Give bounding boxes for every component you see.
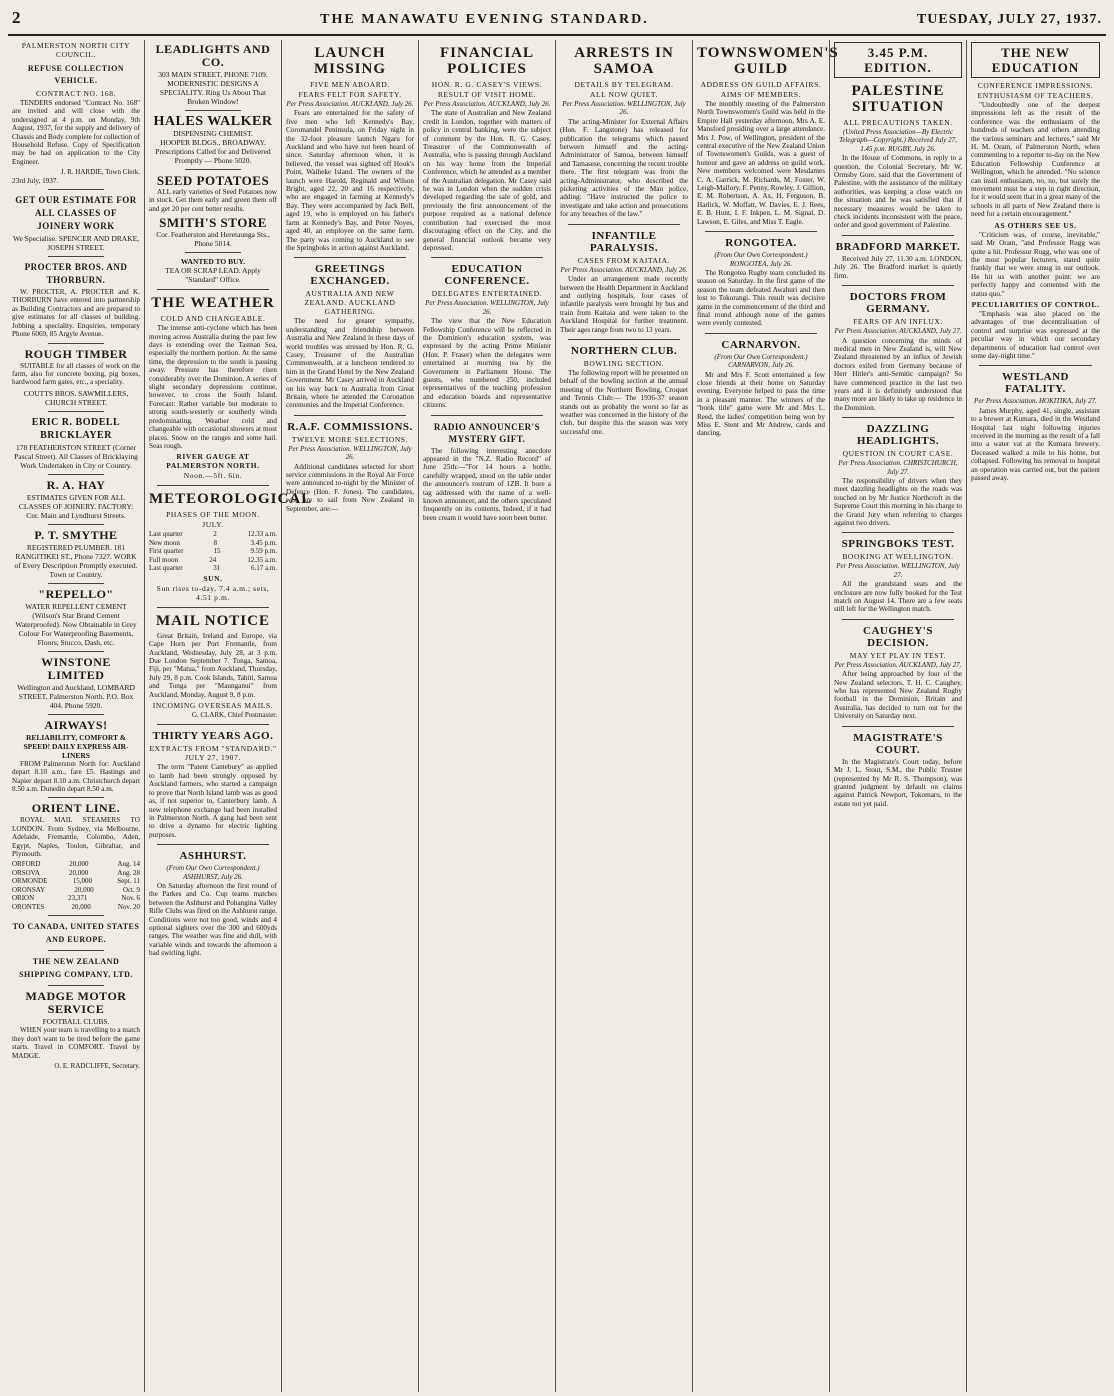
- westland-byline: Per Press Association. HOKITIKA, July 27.: [974, 397, 1097, 406]
- seed-ad-text: ALL early varieties of Seed Potatoes now in stock. Get them early and green them off and get 20 per cent better results.: [149, 188, 277, 213]
- samoa-byline: Per Press Association. WELLINGTON, July 26.: [562, 100, 686, 117]
- newspaper-title: THE MANAWATU EVENING STANDARD.: [320, 12, 649, 27]
- divider: [185, 169, 241, 170]
- dazzling-byline: Per Press Association. CHRISTCHURCH, July 27.: [838, 459, 958, 476]
- divider: [48, 189, 104, 190]
- divider: [48, 411, 104, 412]
- raf-byline: Per Press Association. WELLINGTON, July 26.: [288, 444, 412, 462]
- as-others-see-us-heading: AS OTHERS SEE US.: [994, 220, 1077, 230]
- moon-phase-row: New moon 8 3.45 p.m.: [149, 538, 277, 547]
- divider: [157, 607, 269, 608]
- madge-signature: O. E. RADCLIFFE, Secretary.: [54, 1062, 140, 1070]
- sailing-row: ORSOVA 20,000 Aug. 28: [12, 868, 140, 877]
- weather-text: The intense anti-cyclone which has been moving across Australia during the past few days is extending over the Tasman Sea, especially the northern portion. At the same time, the depression to the south is passing away. Pressure has therefore risen considerably over the Dominion. A series of slight secondary depressions continue, however, to cross the South Island. Forecast: Rather variable but moderate to strong south-westerly or southerly winds predominating. Weather cold and changeable with occasional showers at most places. Snow on the ranges and some hail. Seas rough.: [149, 324, 277, 450]
- ashhurst-heading: ASHHURST.: [179, 850, 247, 863]
- masthead: [8, 6, 1106, 36]
- procter-ad-text: W. PROCTER, A. PROCTER and K. THORBURN have entered into partnership as Building Contractors and are prepared to give estimates for all classes of building. Jobbing a speciality. Enquiries, temporary Phone 6069, 85 Argyle Avenue.: [12, 288, 140, 339]
- town-clerk-signature: J. R. HARDIE, Town Clerk.: [60, 168, 140, 177]
- rongotea-headline: RONGOTEA.: [725, 237, 797, 250]
- financial-subheading: RESULT OF VISIT HOME.: [437, 90, 537, 99]
- thirty-years-heading: THIRTY YEARS AGO.: [152, 730, 274, 743]
- river-gauge-text: Noon.—5ft. 6in.: [183, 471, 243, 481]
- column-8: [967, 40, 1104, 1392]
- winstone-ad-title: WINSTONE LIMITED: [41, 654, 111, 682]
- as-others-see-us-text: "Criticism was, of course, inevitable," said Mr Oram, "and Professor Rugg was quite a hit. Professor Rugg, who was one of the most popular lecturers, stated quite frankly that we were smug in our outlook. He hit us with another point: we are perfectly happy and contented with the status quo.": [971, 230, 1100, 298]
- hales-ad-title: HALES WALKER: [153, 114, 273, 129]
- dazzling-text: The responsibility of drivers when they meet dazzling headlights on the roads was touched on by Mr Justice Northcroft in the Supreme Court this morning in his charge to the Grand Jury when referring to charges against two drivers.: [834, 476, 962, 527]
- column-5: [556, 40, 693, 1392]
- orient-sailing-table: [12, 860, 140, 911]
- magistrate-headline: MAGISTRATE'S COURT.: [853, 731, 943, 756]
- samoa-text: The acting-Minister for External Affairs (Hon. F. Langstone) has released for publication the telegrams which passed between himself and the acting-Administrator of Samoa, between himself and Tamasese, concerning the recent trouble there. The first telegram was from the acting-Administrator, who described the picketing activities of the Mau police, adding: "Have instructed the police to investigate and take action and prosecutions for any breaches of the law.": [560, 117, 688, 219]
- repello-ad-text: WATER REPELLENT CEMENT (Wilson's Star Brand Cement Waterproofed). Now Obtainable in Grey Colour For Waterproofing Basements, Floors, Stucco, Dash, etc.: [15, 601, 137, 647]
- winstone-ad-text: Wellington and Auckland, LOMBARD STREET, Palmerston North. P.O. Box 404. Phone 5920.: [17, 682, 135, 710]
- samoa-subheading: ALL NOW QUIET.: [589, 90, 659, 99]
- divider: [185, 252, 241, 253]
- moon-phases-heading: PHASES OF THE MOON.: [166, 510, 260, 520]
- rongotea-text: The Rongotea Rugby team concluded its season on Saturday. In the first game of the season the team defeated Awahuri and then lost to Tokorangi. This result was decisive game in the commencement of the third and final round although none of the games were evenly contested.: [697, 268, 825, 328]
- orient-ad-text: ROYAL MAIL STEAMERS TO LONDON. From Sydney, via Melbourne, Adelaide, Fremantle, Colombo, Aden, Egypt, Naples, Toulon, Gibraltar, and Plymouth.: [12, 816, 140, 858]
- education-text: The view that the New Education Fellowship Conference will be reflected in the Dominion's education system, was expressed by the acting Prime Minister (Hon. P. Fraser) when the delegates were entertained at morning tea by the Government in Parliament House. The guests, who numbered 250, included representatives of the teaching profession and education boards and representative citizens.: [423, 317, 551, 410]
- guild-subheading: ADDRESS ON GUILD AFFAIRS.: [700, 80, 822, 89]
- bradford-headline: BRADFORD MARKET.: [835, 240, 961, 253]
- peculiarities-heading: PECULIARITIES OF CONTROL.: [971, 299, 1100, 309]
- paralysis-headline: INFANTILE PARALYSIS.: [589, 229, 659, 254]
- peculiarities-text: "Emphasis was also placed on the advantages of true decentralisation of control and surprise was expressed at the peculiar way in which our secondary departments of education had control over some day-night time.": [971, 309, 1100, 360]
- river-gauge-heading: RIVER GAUGE AT PALMERSTON NORTH.: [166, 452, 260, 471]
- new-education-subheading: ENTHUSIASM OF TEACHERS.: [977, 91, 1094, 100]
- carnarvon-text: Mr and Mrs F. Scott entertained a few close friends at their home on Saturday evening. Everyone helped to pass the time in a pleasant manner. The winners of the "book title" game were Mr and Mrs L. Reed, the ladies' competition being won by Miss E. Stent and Mr Andrew, cards and dancing.: [697, 370, 825, 438]
- new-education-text: "Undoubtedly one of the deepest impressions left as the result of the conference was the enthusiasm of the hundreds of teachers and others attending the various seminars and lectures," said Mr H. M. Oram, of Palmerston North, when commenting to a reporter to-day on the New Education Fellowship Conference at Wellington, which he attended. "No science can instil enthusiasm, no, no, but surely the movement must be a step in right direction, for it would seem that in a great many of the schools in all parts of New Zealand there is need for a certain encouragement.": [971, 101, 1100, 219]
- caughey-byline: Per Press Association. AUCKLAND, July 27.: [834, 660, 962, 669]
- launch-subheading: FEARS FELT FOR SAFETY.: [298, 90, 402, 99]
- greetings-headline: GREETINGS EXCHANGED.: [310, 263, 390, 288]
- northern-club-headline: NORTHERN CLUB.: [570, 344, 678, 357]
- incoming-mails-heading: INCOMING OVERSEAS MAILS.: [152, 701, 274, 711]
- raf-headline: R.A.F. COMMISSIONS.: [287, 420, 413, 433]
- doctors-byline: Per Press Association. AUCKLAND, July 27.: [834, 327, 962, 336]
- divider: [48, 474, 104, 475]
- seed-ad-title: SEED POTATOES: [156, 173, 270, 188]
- greetings-subheading: AUSTRALIA AND NEW ZEALAND. AUCKLAND GATHERING.: [304, 289, 396, 317]
- radio-text: The following interesting anecdote appeared in the "N.Z. Radio Record" of June 25th:—"For 14 hours a bottle, carefully wrapped, stood on the table under the announcer's rostrum of 1ZB. It bore a tag addressed with the name of a well-known announcer, and the others speculated frequently on its contents. Indeed, if it had been cream it would have soon been butter.: [423, 446, 551, 522]
- mail-notice-heading: MAIL NOTICE: [156, 612, 270, 629]
- madge-ad-subtitle: FOOTBALL CLUBS.: [42, 1017, 110, 1027]
- caughey-text: After being approached by four of the New Zealand selectors, T. H. C. Caughey, who has represented New Zealand Rugby football in the Dominion, Britain and Australia, has decided to turn out for the University on Saturday next.: [834, 670, 962, 721]
- doctors-headline: DOCTORS FROM GERMANY.: [849, 291, 947, 316]
- divider: [48, 256, 104, 257]
- magistrate-text: In the Magistrate's Court today, before Mr J. L. Stout, S.M., the Public Trustee (represented by Mr R. S. Thompson), was granted judgment by default on claims against Patrick Newport, Tokomaru, to the estate not yet paid.: [834, 757, 962, 808]
- edition-banner: 3.45 P.M. EDITION.: [834, 42, 962, 78]
- divider: [48, 583, 104, 584]
- nz-shipping-ad-title: THE NEW ZEALAND SHIPPING COMPANY, LTD.: [19, 957, 133, 980]
- contract-number: CONTRACT NO. 168.: [35, 89, 117, 98]
- bodell-ad-text: 178 FEATHERSTON STREET (Corner Pascal Street). All Classes of Bricklaying Work Undertaken in City or Country.: [14, 442, 138, 470]
- sun-text: Sun rises to-day, 7.4 a.m.; sets, 4.51 p.m.: [156, 583, 270, 602]
- northern-club-subheading: BOWLING SECTION.: [583, 358, 665, 368]
- thirty-years-subheading: EXTRACTS FROM "STANDARD." JULY 27, 1907.: [149, 744, 277, 763]
- airways-ad-title: AIRWAYS!: [44, 717, 108, 732]
- hales-ad-text: HOOPER BLDGS., BROADWAY. Prescriptions Called for and Delivered Promptly — Phone 5020.: [155, 138, 271, 165]
- madge-ad-title: MADGE MOTOR SERVICE: [25, 989, 127, 1017]
- issue-date: TUESDAY, JULY 27, 1937.: [916, 12, 1102, 27]
- westland-headline: WESTLAND FATALITY.: [1002, 371, 1069, 396]
- financial-subheading: HON. R. G. CASEY'S VIEWS.: [431, 80, 543, 89]
- smythe-ad-title: P. T. SMYTHE: [34, 527, 118, 542]
- divider: [842, 285, 954, 286]
- dazzling-headline: DAZZLING HEADLIGHTS.: [856, 423, 940, 448]
- sailing-row: ORONTES 20,000 Nov. 20: [12, 902, 140, 911]
- column-7: [830, 40, 967, 1392]
- divider: [568, 224, 680, 225]
- springboks-subheading: BOOKING AT WELLINGTON.: [842, 552, 954, 562]
- financial-text: The state of Australian and New Zealand credit in London, together with matters of policy in central banking, were the subject of comment by the Hon. R. G. Casey, Treasurer of the Commonwealth of Australia, who is passing through Auckland on his way home from the Imperial Conference, which he attended as a member of the Australian delegation. Mr Casey said he was in London when the sudden crisis developed regarding the sale of gold, and previously the first announcement of the purpose required as a national defence contribution had exercised the most discouraging effect on the City, and the general financial outlook became very depressed.: [423, 109, 551, 252]
- paralysis-byline: Per Press Association. AUCKLAND, July 26.: [560, 265, 688, 274]
- divider: [842, 726, 954, 727]
- westland-text: James Murphy, aged 41, single, assistant to a brewer at Kumara, died in the Westland Hospital last night following injuries received in the morning as the result of a fall into a water vat at the Kumara brewery. Deceased walked a mile to his home, but collapsed. Following his removal to hospital an operation was carried out, but the patient passed away.: [971, 406, 1100, 483]
- launch-byline: Per Press Association. AUCKLAND, July 26.: [286, 100, 414, 108]
- repello-ad-title: "REPELLO": [38, 586, 114, 601]
- doctors-subheading: FEARS OF AN INFLUX.: [853, 317, 943, 327]
- carnarvon-headline: CARNARVON.: [721, 338, 801, 351]
- sun-heading: SUN.: [203, 573, 223, 583]
- sailing-row: ORION 23,371 Nov. 6: [12, 894, 140, 903]
- springboks-byline: Per Press Association. WELLINGTON, July 27.: [836, 562, 960, 579]
- moon-phase-row: Full moon 24 12.35 a.m.: [149, 555, 277, 564]
- column-3: [282, 40, 419, 1392]
- dazzling-subheading: QUESTION IN COURT CASE.: [842, 449, 954, 459]
- airways-ad-text: FROM Palmerston North for: Auckland depart 8.10 a.m., fare £5. Hastings and Napier depart 8.10 a.m. Christchurch depart 8.50 a.m. Dunedin depart 8.50 a.m.: [12, 759, 140, 793]
- meteorological-heading: METEOROLOGICAL: [149, 491, 313, 508]
- divider: [157, 724, 269, 725]
- divider: [842, 619, 954, 620]
- smythe-ad-text: REGISTERED PLUMBER. 181 RANGITIKEI ST., Phone 7327. WORK of Every Description Promptly executed. Town or Country.: [14, 542, 138, 579]
- ashhurst-byline: (From Our Own Correspondent.) ASHHURST, July 26.: [166, 864, 260, 881]
- financial-byline: Per Press Association. AUCKLAND, July 26.: [423, 100, 551, 108]
- guild-text: The monthly meeting of the Palmerston North Townswomen's Guild was held in the Empire Hall yesterday afternoon, Mrs A. E. Mansford presiding over a large attendance. Mrs J. Pow, of Wellington, president of the central executive of the New Zealand Union of Townswomen's Guilds, was a guest of honour and gave an address on guild work. New members welcomed were Mesdames C. A. Garrick, M. Richards, M. Foster, W. Leigh-Mallory, F. Penny, Rowley, J. Gillion, E. M. Robertson, A. Ax, H. Ferguson, B. Harlick, W. Moffatt, W. Davies, E. J. Rees, E. B. Hunt, I. F. Inkpen, L. M. Signal, D. Lawson, E. Giles, and Miss T. Eagle.: [697, 100, 825, 226]
- timber-ad-title: ROUGH TIMBER: [24, 346, 128, 361]
- mail-notice-text: Great Britain, Ireland and Europe, via Cape Horn per Port Fremantle, from Auckland, Wednesday, July 28, at 3 p.m. Due London September 7. Tonga, Samoa, Fiji, per "Matua," from Auckland, Thursday, July 29, 8 p.m. Cook Islands, Tahiti, Samoa and Tonga per "Maunganui" from Auckland, Monday, August 9, 8 p.m.: [149, 631, 277, 699]
- palestine-text: In the House of Commons, in reply to a question, the Colonial Secretary, Mr W. Ormsby Gore, said that the Government of Palestine, with the assistance of the military authorities, was keeping a close watch on the situation and he was satisfied that if necessary measures would be taken to check incidents inconsistent with the peace, order and good government of Palestine.: [834, 154, 962, 230]
- moon-month: JULY.: [202, 520, 224, 530]
- guild-subheading: AIMS OF MEMBERS.: [720, 90, 802, 99]
- tenders-text: TENDERS endorsed "Contract No. 168" are invited and will close with the undersigned at 4 p.m. on Monday, 9th August, 1937, for the supply and delivery of Chassis and Body complete for collection of Household Refuse. Copy of Specification may be had on application to the City Engineer.: [12, 99, 140, 166]
- divider: [185, 110, 241, 111]
- greetings-text: The need for greater sympathy, understanding and friendship between Australia and New Zealand in these days of world troubles was stressed by Hon. R. G. Casey, Treasurer of the Australian Commonwealth, at a luncheon tendered to him in the Grand Hotel by the New Zealand Government. Mr Casey arrived in Auckland on his way back to Australia from Great Britain, where he attended the Coronation ceremonies and the Imperial Conference.: [286, 317, 414, 410]
- radio-headline: RADIO ANNOUNCER'S MYSTERY GIFT.: [433, 421, 541, 444]
- divider: [48, 985, 104, 986]
- refuse-heading: REFUSE COLLECTION VEHICLE.: [27, 64, 125, 85]
- divider: [48, 797, 104, 798]
- madge-ad-text: WHEN your team is travelling to a match they don't want to be tired before the game starts. Travel in COMFORT. Travel by MADGE.: [12, 1026, 140, 1060]
- moon-phase-row: Last quarter 2 12.33 a.m.: [149, 530, 277, 539]
- wanted-ad-title: WANTED TO BUY.: [180, 257, 246, 267]
- carnarvon-byline: (From Our Own Correspondent.) CARNARVON, July 26.: [714, 352, 808, 370]
- financial-headline: FINANCIAL POLICIES: [439, 45, 534, 77]
- columns: [8, 40, 1106, 1392]
- paralysis-subheading: CASES FROM KAITAIA.: [577, 255, 671, 265]
- divider: [705, 231, 817, 232]
- doctors-text: A question concerning the minds of medical men in New Zealand is, will New Zealand threatened by an influx of Jewish doctors exiled from Germany because of Herr Hitler's anti-Semitic campaign? So have commenced practice in the last two years and it is definitely understood that many more are likely to take up residence in the Dominion.: [834, 336, 962, 412]
- bodell-ad-title: ERIC R. BODELL BRICKLAYER: [31, 416, 121, 441]
- springboks-headline: SPRINGBOKS TEST.: [841, 538, 955, 551]
- divider: [431, 415, 543, 416]
- leadlights-ad-title: LEADLIGHTS AND CO.: [155, 42, 271, 69]
- divider: [48, 950, 104, 951]
- divider: [157, 289, 269, 290]
- new-education-headline: THE NEW EDUCATION: [971, 42, 1100, 78]
- education-subheading: DELEGATES ENTERTAINED.: [431, 289, 543, 299]
- leadlights-ad-text: MODERNISTIC DESIGNS A SPECIALITY. Ring Us About That Broken Window!: [159, 79, 267, 106]
- canada-ad-title: TO CANADA, UNITED STATES AND EUROPE.: [12, 922, 140, 945]
- samoa-headline: ARRESTS IN SAMOA: [574, 45, 674, 77]
- launch-subheading: FIVE MEN ABOARD.: [310, 80, 390, 89]
- weather-subheading: COLD AND CHANGEABLE.: [160, 314, 266, 324]
- weather-heading: THE WEATHER: [151, 295, 275, 312]
- hales-ad-subtitle: DISPENSING CHEMIST.: [173, 129, 253, 138]
- divider: [842, 532, 954, 533]
- divider: [842, 235, 954, 236]
- divider: [48, 343, 104, 344]
- divider: [48, 651, 104, 652]
- northern-club-text: The following report will be presented on behalf of the bowling section at the annual meeting of the Northern Bowling, Croquet and Tennis Club:— The 1936-37 season stands out as probably the worst so far as weather was concerned in the history of the club, but despite this the season was very successful one.: [560, 368, 688, 436]
- ashhurst-text: On Saturday afternoon the first round of the Parkes and Co. Cup teams matches between the Ashhurst and Pohangina Valley Rifle Clubs was fired on the Ashhurst range. Conditions were not too good, winds and 4 optional sighters over the 300 and 600yds ranges. The weather was fine and dull, with variable winds and towards the afternoon a bad swirling light.: [149, 881, 277, 958]
- column-1: [8, 40, 145, 1392]
- smiths-ad-text: Cor. Featherston and Heretaunga Sts., Phone 5014.: [156, 230, 270, 249]
- guild-headline: TOWNSWOMEN'S GUILD: [697, 45, 839, 77]
- sailing-row: ORONSAY 20,000 Oct. 9: [12, 885, 140, 894]
- divider: [705, 333, 817, 334]
- moon-phase-table: [149, 530, 277, 573]
- timber-ad-text: SUITABLE for all classes of work on the farm, also for concrete boxing, pig boxes, hardwood farm gates, etc., a speciality.: [12, 361, 140, 387]
- sailing-row: ORMONDE 15,000 Sept. 11: [12, 877, 140, 886]
- procter-ad-title: PROCTER BROS. AND THORBURN.: [24, 262, 128, 286]
- column-4: [419, 40, 556, 1392]
- new-education-subheading: CONFERENCE IMPRESSIONS.: [977, 81, 1094, 90]
- column-6: [693, 40, 839, 1392]
- divider: [157, 485, 269, 486]
- divider: [157, 844, 269, 845]
- smiths-ad-title: SMITH'S STORE: [159, 215, 267, 231]
- bradford-text: Received July 27, 11.30 a.m. LONDON, July 26. The Bradford market is quietly firm.: [834, 254, 962, 280]
- launch-text: Fears are entertained for the safety of five men who left Kennedy's Bay, Coromandel Peninsula, on Friday night in the 32-foot pleasure launch Ngaru for Auckland and who have not been heard of since. Saturday afternoon when, it is believed, the vessel was sighted off Hook's Point, Waiheke Island. The owners of the launch were Harold, Reginald and Wilson Bright, aged 22, 20 and 16 respectively, who are engaged in farming at Kennedy's Bay. They were accompanied by Jack Bell, aged 19, who is employed on his father's farm at Kennedy's Bay, and Peter Noyes, aged 40, an employee on the same farm. The party was coming to Auckland to see the Springboks in action against Auckland.: [286, 109, 414, 252]
- moon-phase-row: Last quarter 31 6.17 a.m.: [149, 564, 277, 573]
- divider: [48, 524, 104, 525]
- thirty-years-text: The term "Patent Cantebury" as applied to lamb had been strongly opposed by Auckland farmers, who started a campaign to prove that North Island lamb was as good as, if not superior to, Canterbury lamb. A new telephone exchange had been installed in Palmerston North. A gang had been sent to drive a dynamo for electric lighting purposes.: [149, 763, 277, 839]
- raf-text: Additional candidates selected for short service commissions in the Royal Air Force were announced to-night by the Minister of Defence (Hon. F. Jones). The candidates, who are to sail from New Zealand in September, are:—: [286, 462, 414, 513]
- rongotea-byline: (From Our Own Correspondent.) RONGOTEA, July 26.: [714, 251, 808, 268]
- education-byline: Per Press Association. WELLINGTON, July 26.: [425, 299, 549, 316]
- divider: [842, 417, 954, 418]
- divider: [294, 257, 406, 258]
- launch-headline: LAUNCH MISSING: [313, 45, 387, 77]
- education-headline: EDUCATION CONFERENCE.: [444, 263, 530, 288]
- caughey-headline: CAUGHEY'S DECISION.: [863, 624, 933, 649]
- postmaster-signature: G. CLARK, Chief Postmaster.: [191, 711, 277, 720]
- column-2: [145, 40, 313, 1392]
- coutts-ad-text: COUTTS BROS. SAWMILLERS, CHURCH STREET.: [23, 388, 129, 407]
- palestine-byline: (United Press Association—By Electric Telegraph—Copyright.) Received July 27, 1.45 p.m. RUGBY, July 26.: [839, 128, 957, 153]
- leadlights-ad-subtitle: 303 MAIN STREET, PHONE 7109.: [158, 70, 268, 79]
- springboks-text: All the grandstand seats and the enclosure are now fully booked for the Test match on August 14. There are a few seats still left for the Wellington match.: [834, 580, 962, 614]
- wanted-ad-text: TEA OR SCRAP LEAD. Apply "Standard" Office.: [165, 266, 261, 285]
- palestine-subheading: ALL PRECAUTIONS TAKEN.: [843, 118, 953, 127]
- palestine-headline: PALESTINE SITUATION: [851, 83, 945, 115]
- divider: [294, 415, 406, 416]
- raf-subheading: TWELVE MORE SELECTIONS.: [291, 434, 409, 444]
- page-number: 2: [12, 8, 21, 27]
- hay-ad-title: R. A. HAY: [46, 477, 106, 492]
- divider: [48, 915, 104, 916]
- samoa-subheading: DETAILS BY TELEGRAM.: [574, 80, 674, 89]
- divider: [568, 339, 680, 340]
- paralysis-text: Under an arrangement made recently between the Health Department in Auckland and outlying hospitals, four cases of infantile paralysis were brought by bus and train from Kaitaia and were taken to the Auckland Hospital for further treatment. Their ages range from two to 13 years.: [560, 275, 688, 334]
- moon-phase-row: First quarter 15 9.59 p.m.: [149, 547, 277, 556]
- sailing-row: ORFORD 20,000 Aug. 14: [12, 860, 140, 869]
- divider: [48, 714, 104, 715]
- joinery-ad-title: GET OUR ESTIMATE FOR ALL CLASSES OF JOINERY WORK: [15, 195, 137, 232]
- divider: [979, 365, 1092, 366]
- divider: [431, 257, 543, 258]
- joinery-ad-text: We Specialise. SPENCER AND DRAKE, JOSEPH STREET.: [12, 234, 140, 253]
- caughey-subheading: MAY YET PLAY IN TEST.: [849, 650, 947, 660]
- orient-ad-title: ORIENT LINE.: [31, 801, 121, 816]
- airways-ad-subtitle: RELIABILITY, COMFORT & SPEED! DAILY EXPRESS AIR-LINERS: [23, 732, 129, 760]
- hay-ad-text: ESTIMATES GIVEN FOR ALL CLASSES OF JOINERY. FACTORY: Cnr. Main and Lyndhurst Streets.: [18, 492, 134, 520]
- council-heading: PALMERSTON NORTH CITY COUNCIL.: [21, 41, 131, 59]
- notice-date: 23rd July, 1937.: [12, 176, 59, 185]
